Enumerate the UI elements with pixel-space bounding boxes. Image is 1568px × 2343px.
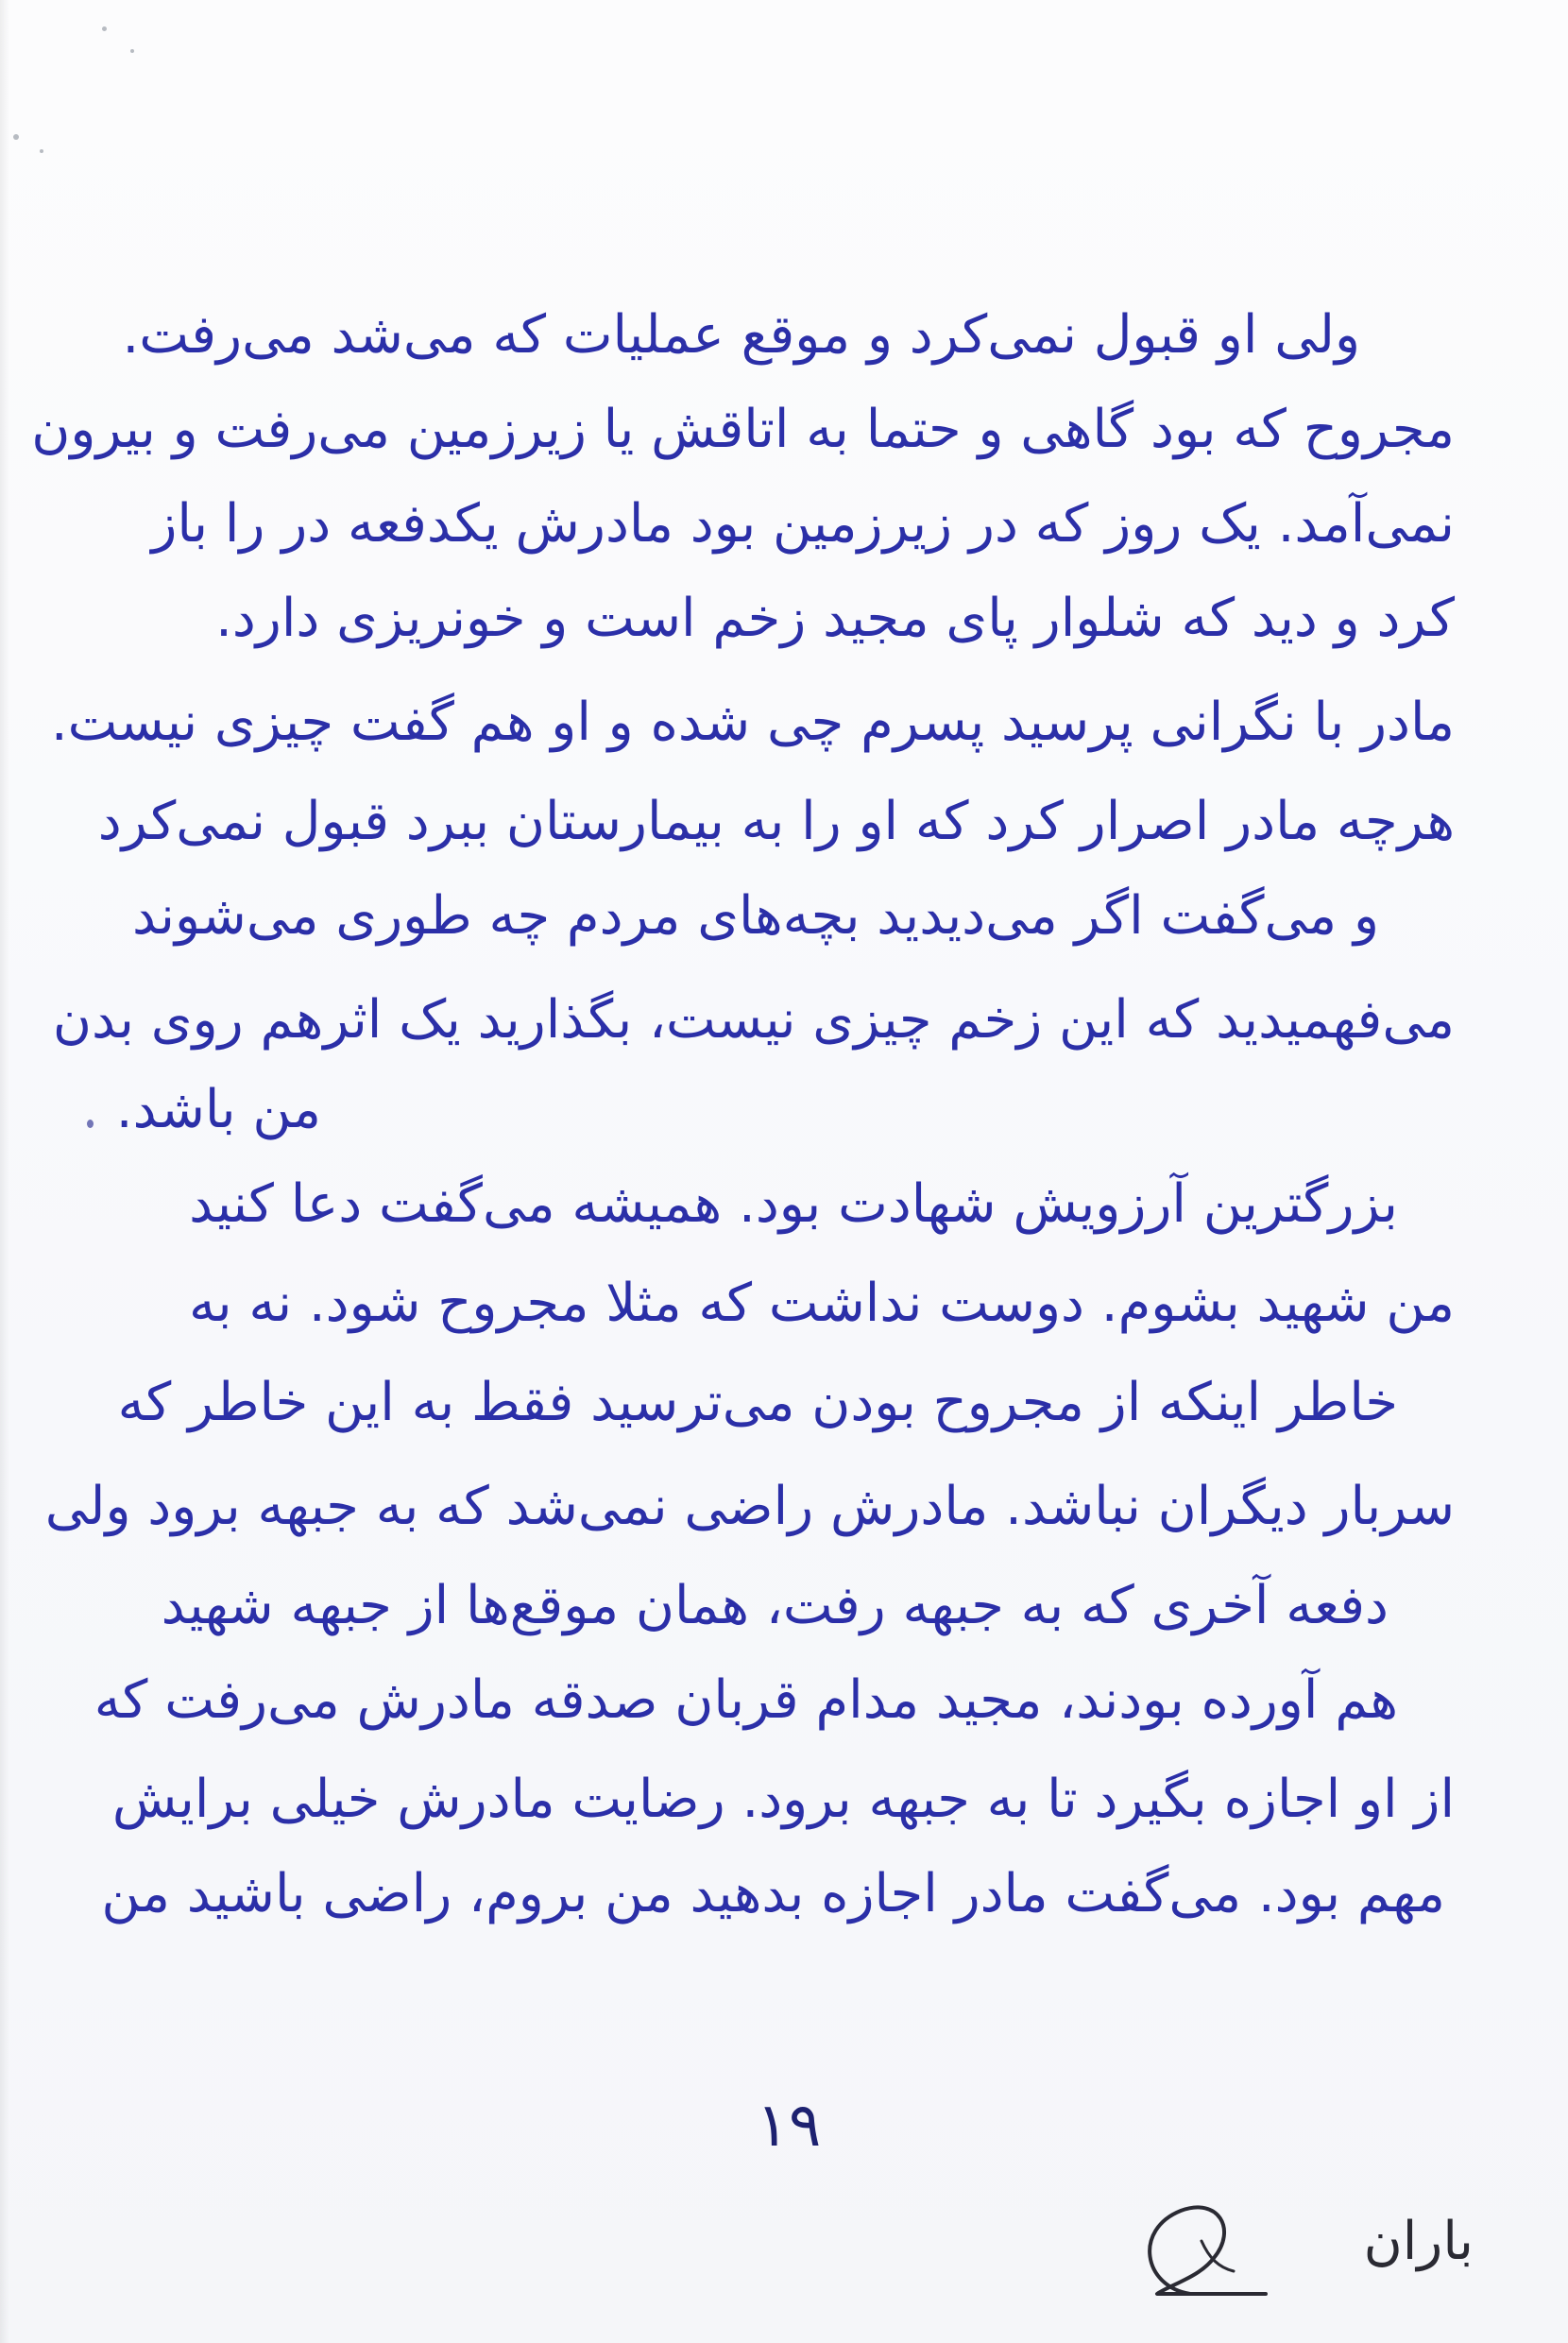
text-line: هم آورده بودند، مجید مدام قربان صدقه مادرش می‌رفت که (94, 1669, 1398, 1731)
text-line: ولی او قبول نمی‌کرد و موقع عملیات که می‌شد می‌رفت. (122, 304, 1360, 366)
signature (1115, 2173, 1474, 2324)
text-line: و می‌گفت اگر می‌دیدید بچه‌های مردم چه طوری می‌شوند (132, 885, 1379, 947)
paper-speck (13, 134, 19, 140)
text-line: کرد و دید که شلوار پای مجید زخم است و خونریزی دارد. (215, 588, 1455, 649)
signature-text: باران (1363, 2211, 1474, 2272)
page-edge-shadow (0, 0, 9, 2343)
text-line: سربار دیگران نباشد. مادرش راضی نمی‌شد که به جبهه برود ولی (44, 1476, 1455, 1537)
paper-speck (40, 149, 43, 153)
text-line: بزرگترین آرزویش شهادت بود. همیشه می‌گفت دعا کنید (189, 1173, 1398, 1235)
text-line: مجروح که بود گاهی و حتما به اتاقش یا زیرزمین می‌رفت و بیرون (31, 399, 1455, 460)
text-line: نمی‌آمد. یک روز که در زیرزمین بود مادرش یکدفعه در را باز (151, 493, 1455, 555)
paper-speck (130, 49, 134, 53)
text-line: هرچه مادر اصرار کرد که او را به بیمارستان ببرد قبول نمی‌کرد (97, 791, 1455, 852)
text-line: از او اجازه بگیرد تا به جبهه برود. رضایت مادرش خیلی برایش (111, 1769, 1455, 1830)
text-line: من شهید بشوم. دوست نداشت که مثلا مجروح شود. نه به (189, 1273, 1455, 1334)
paper-speck (102, 26, 107, 31)
text-line: می‌فهمیدید که این زخم چیزی نیست، بگذارید یک اثرهم روی بدن (52, 989, 1455, 1051)
page-number: ۱۹ (756, 2091, 822, 2161)
text-line: دفعه آخری که به جبهه رفت، همان موقع‌ها از جبهه شهید (161, 1575, 1389, 1636)
text-line: خاطر اینکه از مجروح بودن می‌ترسید فقط به این خاطر که (117, 1372, 1398, 1433)
text-line: مادر با نگرانی پرسید پسرم چی شده و او هم گفت چیزی نیست. (50, 692, 1455, 753)
ink-dot (87, 1120, 94, 1128)
text-line: مهم بود. می‌گفت مادر اجازه بدهید من بروم، راضی باشید من (101, 1863, 1445, 1924)
text-line: من باشد. (115, 1079, 321, 1140)
